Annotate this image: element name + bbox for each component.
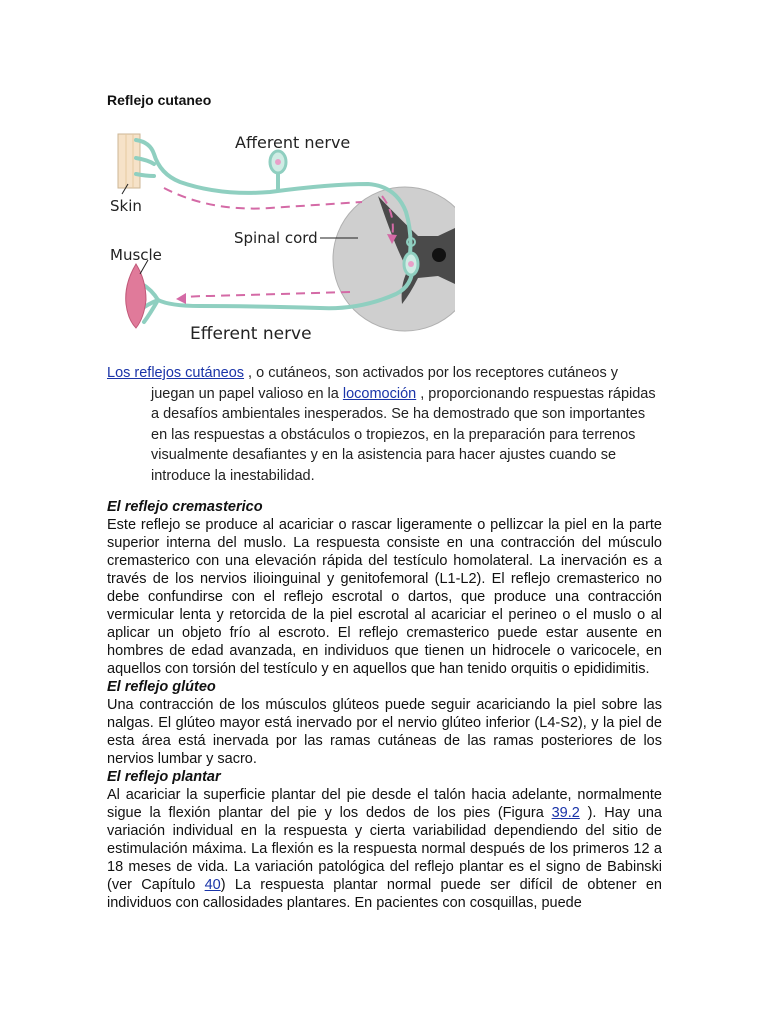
intro-text-3: , proporcionando respuestas rápidas a desafíos ambientales inesperados. Se ha demostrado que son importantes en las respuestas a obstáculos o tropiezos, en la preparación para terrenos visualmente desafiantes y en la asistencia para hacer ajustes cuando se introduce la inestabilidad. [151,385,656,484]
plantar-text-1: Al acariciar la superficie plantar del pie desde el talón hacia adelante, normalmente sigue la flexión plantar del pie y los dedos de los pies (Figura [107,787,662,821]
efferent-nerve-label: Efferent nerve [190,324,312,344]
afferent-nerve-label: Afferent nerve [235,133,351,152]
spinal-cord-label: Spinal cord [234,229,318,247]
paragraph-cremasteric: Este reflejo se produce al acariciar o rascar ligeramente o pellizcar la piel en la parte superior interna del muslo. La respuesta consiste en una contracción del músculo cremasterico con una elevación rápida del testículo homolateral. La inervación es a través de los nervios ilioinguinal y genitofemoral (L1-L2). El reflejo cremasterico no debe confundirse con el reflejo escrotal o dartos, que produce una contracción vermicular lenta y retorcida de la piel escrotal al acariciar el perineo o el muslo o al aplicar un objeto frío al escroto. El reflejo cremasterico puede estar ausente en hombres de edad avanzada, en individuos que tienen un hidrocele o varicocele, en aquellos con torsión del testículo y en aquellos que han tenido orquitis o epididimitis. [107,517,662,677]
muscle-label: Muscle [110,246,162,264]
intro-paragraph [107,363,657,487]
intro-text-1: , o cutáneos, son activados por los receptores cutáneos y [244,365,619,381]
plantar-text-3: ) La respuesta plantar normal puede ser difícil de obtener en individuos con callosidades plantares. En pacientes con cosquillas, puede [107,877,662,911]
link-locomocion[interactable]: locomoción [342,385,417,402]
paragraph-gluteal: Una contracción de los músculos glúteos puede seguir acariciando la piel sobre las nalgas. El glúteo mayor está inervado por el nervio glúteo inferior (L4-S2), y la piel de esta área está inervada por las ramas cutáneas de las ramas posteriores de los nervios lumbar y sacro. [107,697,662,767]
heading-cremasteric: El reflejo cremasterico [107,499,263,515]
reflex-arc-diagram [100,124,460,354]
page-title: Reflejo cutaneo [107,92,212,108]
heading-plantar: El reflejo plantar [107,769,221,785]
link-figura-39-2[interactable]: 39.2 [551,805,580,821]
link-reflejos-cutaneos[interactable]: Los reflejos cutáneos [107,365,245,381]
intro-text-2: juegan un papel valioso en la [151,385,343,402]
link-capitulo-40[interactable]: 40 [204,877,221,893]
skin-label: Skin [110,197,142,215]
paragraph-plantar [107,786,662,912]
heading-gluteal: El reflejo glúteo [107,679,216,695]
plantar-text-2: ). Hay una variación individual en la respuesta y cierta variabilidad dependiendo del sitio de estimulación máxima. La flexión es la respuesta normal después de los primeros 12 a 18 meses de vida. La variación patológica del reflejo plantar es el signo de Babinski (ver Capítulo [107,805,662,893]
central-canal [432,248,446,262]
muscle-shape [126,264,146,328]
article-body [107,498,662,912]
